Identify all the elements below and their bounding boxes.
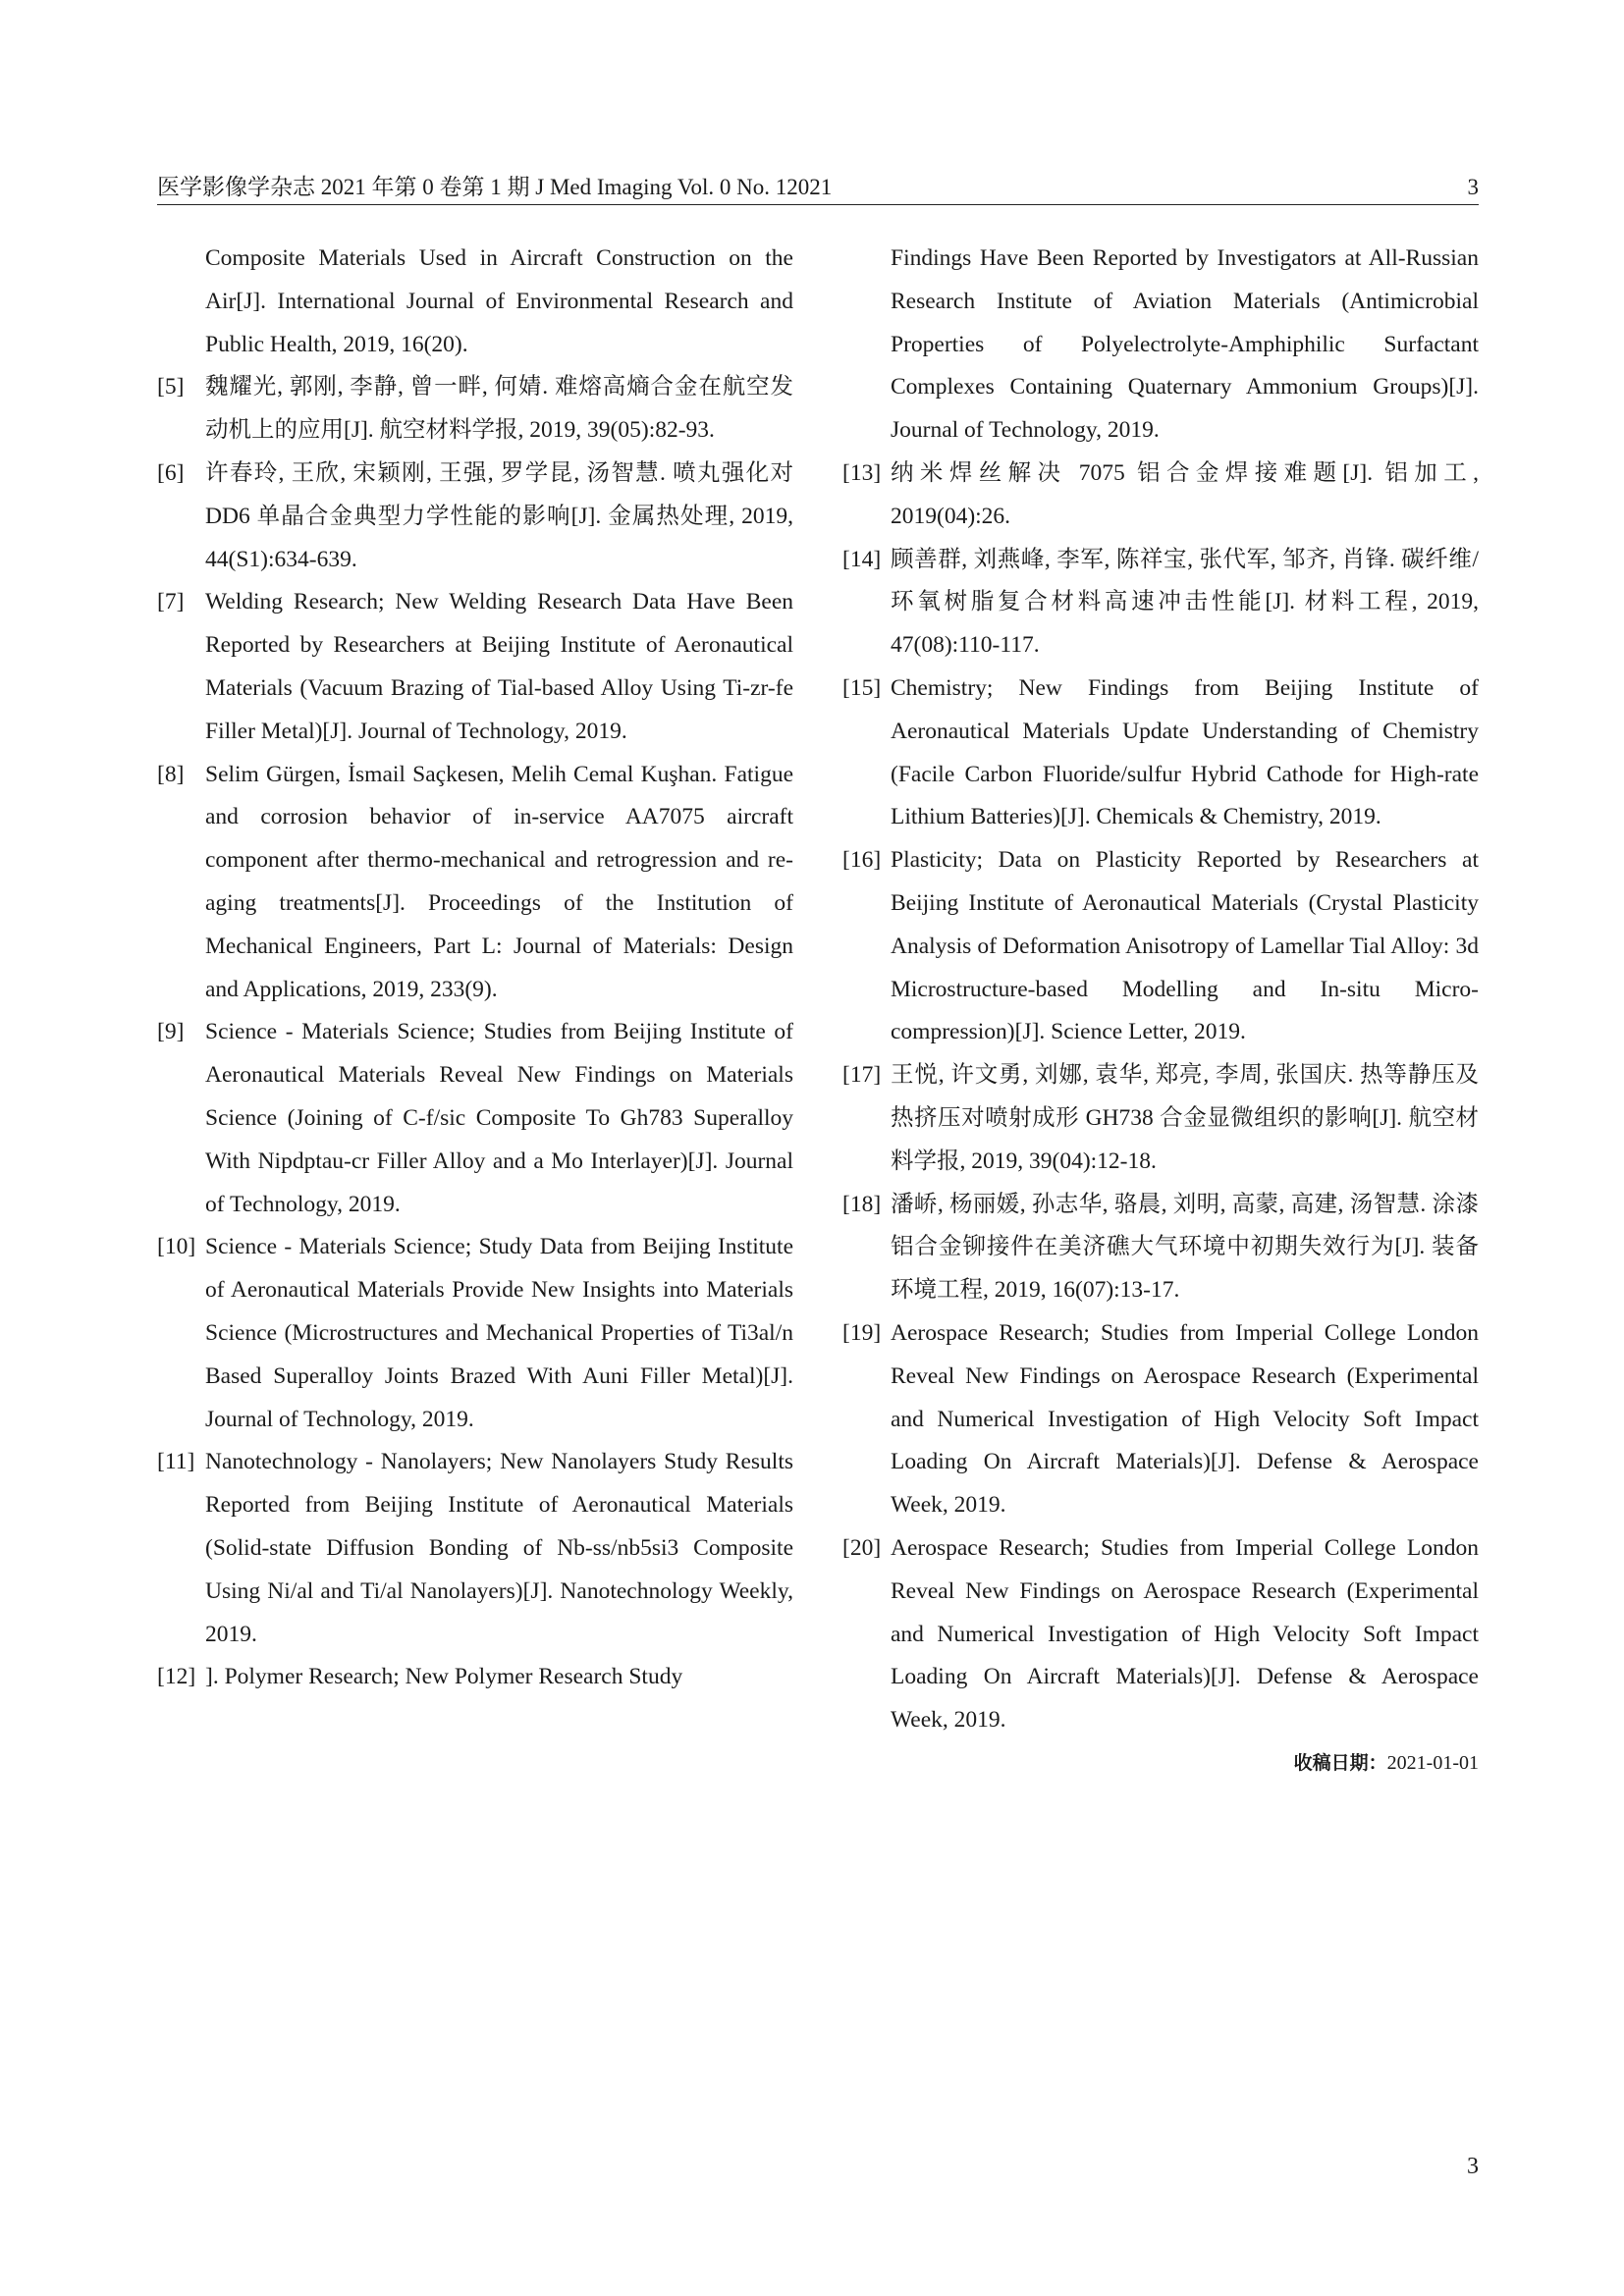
reference-item: [842, 1184, 1479, 1312]
reference-item: [157, 238, 793, 366]
reference-text: 纳米焊丝解决 7075 铝合金焊接难题[J]. 铝加工, 2019(04):26.: [891, 459, 1479, 529]
received-date-value: 2021-01-01: [1386, 1751, 1479, 1774]
header-rule: [157, 204, 1479, 205]
journal-title: 医学影像学杂志 2021 年第 0 卷第 1 期 J Med Imaging Vol. 0 No. 12021: [157, 175, 833, 199]
header-page-number: 3: [1467, 175, 1479, 199]
reference-number: [14]: [842, 546, 882, 572]
reference-number: [15]: [842, 674, 882, 701]
reference-item: [842, 839, 1479, 1054]
reference-number: [13]: [842, 459, 882, 486]
reference-text: Welding Research; New Welding Research Data Have Been Reported by Researchers at Beijing Institute of Aeronautical Materials (Vacuum Brazing of Tial-based Alloy Using Ti-zr-fe Filler Metal)[J]. Journal of Technology, 2019.: [205, 589, 793, 744]
reference-number: [19]: [842, 1319, 882, 1346]
reference-item: [157, 453, 793, 581]
reference-item: [157, 754, 793, 1012]
reference-text: 顾善群, 刘燕峰, 李军, 陈祥宝, 张代军, 邹齐, 肖锋. 碳纤维/环氧树脂复合材料高速冲击性能[J]. 材料工程, 2019, 47(08):110-117.: [891, 546, 1479, 659]
right-column: [842, 238, 1479, 1780]
reference-text: Aerospace Research; Studies from Imperial College London Reveal New Findings on Aerospace Research (Experimental and Numerical Investigation of High Velocity Soft Impact Loading On Aircraft Materials)[J]. Defense & Aerospace Week, 2019.: [891, 1319, 1479, 1519]
reference-text: Science - Materials Science; Study Data from Beijing Institute of Aeronautical Materials Provide New Insights into Materials Science (Microstructures and Mechanical Properties of Ti3al/n Based Superalloy Joints Brazed With Auni Filler Metal)[J]. Journal of Technology, 2019.: [205, 1234, 793, 1432]
reference-number: [12]: [157, 1664, 196, 1690]
reference-number: [16]: [842, 847, 882, 874]
reference-number: [10]: [157, 1234, 196, 1260]
reference-item: [157, 1011, 793, 1226]
reference-text: Aerospace Research; Studies from Imperial College London Reveal New Findings on Aerospace Research (Experimental and Numerical Investigation of High Velocity Soft Impact Loading On Aircraft Materials)[J]. Defense & Aerospace Week, 2019.: [891, 1534, 1479, 1734]
reference-number: [20]: [842, 1534, 882, 1561]
reference-item: [842, 667, 1479, 839]
left-column: [157, 238, 793, 1699]
reference-number: [18]: [842, 1191, 882, 1217]
reference-text: 王悦, 许文勇, 刘娜, 袁华, 郑亮, 李周, 张国庆. 热等静压及热挤压对喷射成形 GH738 合金显微组织的影响[J]. 航空材料学报, 2019, 39(04):12-18.: [891, 1062, 1479, 1174]
received-date-label: 收稿日期：: [1293, 1751, 1387, 1774]
reference-item: [157, 1656, 793, 1699]
reference-text: Nanotechnology - Nanolayers; New Nanolayers Study Results Reported from Beijing Institute of Aeronautical Materials (Solid-state Diffusion Bonding of Nb-ss/nb5si3 Composite Using Ni/al and Ti/al Nanolayers)[J]. Nanotechnology Weekly, 2019.: [205, 1449, 793, 1647]
reference-item: [157, 581, 793, 753]
reference-text: Science - Materials Science; Studies from Beijing Institute of Aeronautical Materials Reveal New Findings on Materials Science (Joining of C-f/sic Composite To Gh783 Superalloy With Nipdptau-cr Filler Alloy and a Mo Interlayer)[J]. Journal of Technology, 2019.: [205, 1019, 793, 1217]
reference-item: [842, 1527, 1479, 1742]
reference-item: [157, 1226, 793, 1441]
running-header: [157, 173, 1479, 202]
reference-number: [9]: [157, 1019, 185, 1045]
reference-text: Findings Have Been Reported by Investigators at All-Russian Research Institute of Aviation Materials (Antimicrobial Properties of Polyelectrolyte-Amphiphilic Surfactant Complexes Containing Quaternary Ammonium Groups)[J]. Journal of Technology, 2019.: [891, 245, 1479, 444]
reference-item: [842, 1312, 1479, 1527]
reference-text: 潘峤, 杨丽媛, 孙志华, 骆晨, 刘明, 高蒙, 高建, 汤智慧. 涂漆铝合金铆接件在美济礁大气环境中初期失效行为[J]. 装备环境工程, 2019, 16(07):13-17.: [891, 1191, 1479, 1304]
reference-text: 魏耀光, 郭刚, 李静, 曾一畔, 何婧. 难熔高熵合金在航空发动机上的应用[J]. 航空材料学报, 2019, 39(05):82-93.: [205, 374, 793, 444]
received-date: [842, 1746, 1479, 1780]
reference-number: [8]: [157, 761, 185, 787]
reference-text: ]. Polymer Research; New Polymer Research Study: [205, 1664, 683, 1690]
footer-page-number: 3: [1467, 2154, 1479, 2179]
reference-item: [842, 539, 1479, 667]
reference-item: [842, 453, 1479, 539]
reference-item: [842, 1054, 1479, 1183]
reference-text: Plasticity; Data on Plasticity Reported by Researchers at Beijing Institute of Aeronautical Materials (Crystal Plasticity Analysis of Deformation Anisotropy of Lamellar Tial Alloy: 3d Microstructure-based Modelling and In-situ Micro-compression)[J]. Science Letter, 2019.: [891, 847, 1479, 1045]
reference-item: [157, 366, 793, 453]
reference-number: [5]: [157, 374, 185, 400]
reference-text: Composite Materials Used in Aircraft Construction on the Air[J]. International Journal of Environmental Research and Public Health, 2019, 16(20).: [205, 245, 793, 357]
reference-text: Chemistry; New Findings from Beijing Institute of Aeronautical Materials Update Understanding of Chemistry (Facile Carbon Fluoride/sulfur Hybrid Cathode for High-rate Lithium Batteries)[J]. Chemicals & Chemistry, 2019.: [891, 674, 1479, 830]
reference-number: [7]: [157, 589, 185, 615]
reference-text: 许春玲, 王欣, 宋颖刚, 王强, 罗学昆, 汤智慧. 喷丸强化对 DD6 单晶合金典型力学性能的影响[J]. 金属热处理, 2019, 44(S1):634-639.: [205, 459, 793, 572]
reference-item: [842, 238, 1479, 453]
reference-number: [17]: [842, 1062, 882, 1089]
reference-item: [157, 1441, 793, 1656]
reference-number: [6]: [157, 459, 185, 486]
reference-number: [11]: [157, 1449, 195, 1475]
reference-text: Selim Gürgen, İsmail Saçkesen, Melih Cemal Kuşhan. Fatigue and corrosion behavior of in-service AA7075 aircraft component after thermo-mechanical and retrogression and re-aging treatments[J]. Proceedings of the Institution of Mechanical Engineers, Part L: Journal of Materials: Design and Applications, 2019, 233(9).: [205, 761, 793, 1002]
